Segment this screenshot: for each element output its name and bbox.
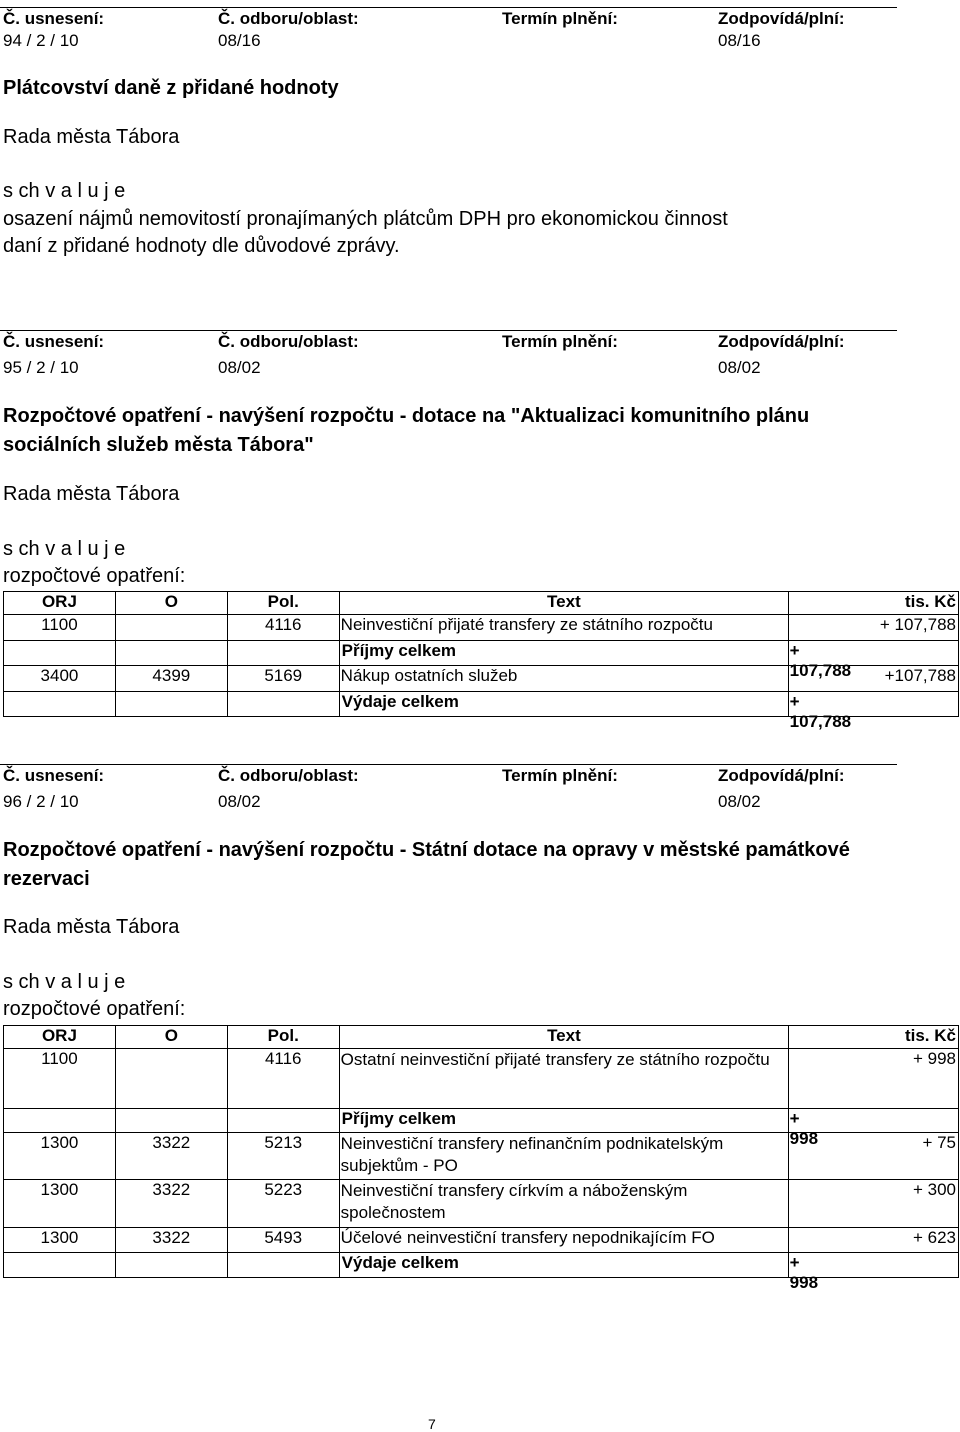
resolution-number: 95 / 2 / 10	[3, 358, 79, 377]
approves-verb: s ch v a l u j e	[3, 180, 126, 202]
resolution-title: Rozpočtové opatření - navýšení rozpočtu - Státní dotace na opravy v městské památkové rezervaci	[3, 839, 850, 890]
cell-o: 3322	[115, 1228, 227, 1253]
sum-cell	[339, 692, 852, 731]
cell-text: Neinvestiční transfery církvím a náboženským společnostem	[339, 1180, 789, 1228]
sum-value: + 998	[789, 1109, 819, 1148]
cell-orj: 1100	[4, 1049, 116, 1109]
header-department: Č. odboru/oblast:	[218, 332, 359, 351]
budget-measure-label: rozpočtové opatření:	[3, 998, 186, 1020]
cell-pol: 5213	[227, 1133, 339, 1180]
approves-verb: s ch v a l u j e	[3, 538, 126, 560]
table-sum-row	[4, 692, 959, 717]
col-header-orj: ORJ	[4, 1026, 116, 1049]
department-code: 08/16	[218, 31, 261, 50]
cell-orj: 3400	[4, 666, 116, 692]
cell-pol: 5169	[227, 666, 339, 692]
sum-label: Příjmy celkem	[341, 641, 457, 660]
header-resolution-no: Č. usnesení:	[3, 9, 105, 28]
responsible-code: 08/02	[718, 792, 761, 811]
approves-verb: s ch v a l u j e	[3, 971, 126, 993]
cell-text: Nákup ostatních služeb	[339, 666, 788, 692]
department-code: 08/02	[218, 358, 261, 377]
sum-value: + 107,788	[789, 692, 852, 731]
cell-text: Neinvestiční transfery nefinančním podnikatelským subjektům - PO	[339, 1133, 789, 1180]
col-header-pol: Pol.	[227, 592, 339, 615]
header-responsible: Zodpovídá/plní:	[718, 766, 845, 785]
resolution-number: 96 / 2 / 10	[3, 792, 79, 811]
council-name: Rada města Tábora	[3, 126, 180, 148]
resolution-text-line2: daní z přidané hodnoty dle důvodové zprávy.	[3, 235, 400, 257]
col-header-text: Text	[339, 592, 788, 615]
header-responsible: Zodpovídá/plní:	[718, 9, 845, 28]
sum-cell	[339, 1109, 819, 1148]
cell-text: Účelové neinvestiční transfery nepodnikajícím FO	[339, 1228, 789, 1253]
cell-amount: +107,788	[789, 666, 959, 692]
council-name: Rada města Tábora	[3, 916, 180, 938]
cell-amount: + 300	[789, 1180, 959, 1228]
table-sum-row	[4, 1253, 959, 1278]
cell-text: Ostatní neinvestiční přijaté transfery ze státního rozpočtu	[339, 1049, 789, 1109]
cell-amount: + 623	[789, 1228, 959, 1253]
cell-text: Neinvestiční přijaté transfery ze státního rozpočtu	[339, 615, 788, 641]
council-name: Rada města Tábora	[3, 483, 180, 505]
cell-o	[115, 615, 227, 641]
budget-table	[3, 591, 959, 731]
cell-orj: 1300	[4, 1133, 116, 1180]
col-header-orj: ORJ	[4, 592, 116, 615]
cell-pol: 5493	[227, 1228, 339, 1253]
col-header-o: O	[115, 592, 227, 615]
table-row	[4, 615, 959, 641]
cell-amount: + 107,788	[789, 615, 959, 641]
table-row	[4, 1228, 959, 1253]
department-code: 08/02	[218, 792, 261, 811]
resolution-number: 94 / 2 / 10	[3, 31, 79, 50]
col-header-o: O	[115, 1026, 227, 1049]
header-rule	[0, 330, 897, 331]
sum-label: Výdaje celkem	[341, 1253, 459, 1272]
header-rule	[0, 764, 897, 765]
resolution-text-line1: osazení nájmů nemovitostí pronajímaných plátcům DPH pro ekonomickou činnost	[3, 208, 728, 230]
cell-orj: 1300	[4, 1228, 116, 1253]
header-deadline: Termín plnění:	[502, 332, 618, 351]
header-resolution-no: Č. usnesení:	[3, 332, 105, 351]
header-deadline: Termín plnění:	[502, 9, 618, 28]
table-row	[4, 1049, 959, 1109]
sum-label: Výdaje celkem	[341, 692, 459, 711]
col-header-amount: tis. Kč	[789, 592, 959, 615]
cell-orj: 1300	[4, 1180, 116, 1228]
header-responsible: Zodpovídá/plní:	[718, 332, 845, 351]
table-sum-row	[4, 641, 959, 666]
cell-pol: 4116	[227, 1049, 339, 1109]
cell-pol: 4116	[227, 615, 339, 641]
budget-measure-label: rozpočtové opatření:	[3, 565, 186, 587]
responsible-code: 08/02	[718, 358, 761, 377]
header-rule	[0, 7, 897, 8]
table-row	[4, 1180, 959, 1228]
header-department: Č. odboru/oblast:	[218, 9, 359, 28]
sum-value: + 998	[789, 1253, 819, 1292]
sum-label: Příjmy celkem	[341, 1109, 457, 1128]
page-number: 7	[428, 1416, 436, 1432]
header-deadline: Termín plnění:	[502, 766, 618, 785]
header-department: Č. odboru/oblast:	[218, 766, 359, 785]
cell-orj: 1100	[4, 615, 116, 641]
budget-table	[3, 1025, 959, 1292]
col-header-amount: tis. Kč	[789, 1026, 959, 1049]
cell-amount: + 75	[789, 1133, 959, 1180]
cell-o: 3322	[115, 1133, 227, 1180]
responsible-code: 08/16	[718, 31, 761, 50]
resolution-title: Plátcovství daně z přidané hodnoty	[3, 77, 339, 99]
header-resolution-no: Č. usnesení:	[3, 766, 105, 785]
cell-o: 3322	[115, 1180, 227, 1228]
cell-amount: + 998	[789, 1049, 959, 1109]
cell-pol: 5223	[227, 1180, 339, 1228]
table-sum-row	[4, 1109, 959, 1133]
col-header-text: Text	[339, 1026, 789, 1049]
sum-cell	[339, 1253, 819, 1292]
sum-value: + 107,788	[789, 641, 852, 680]
resolution-title: Rozpočtové opatření - navýšení rozpočtu - dotace na "Aktualizaci komunitního plánu sociálních služeb města Tábora"	[3, 405, 810, 456]
cell-o	[115, 1049, 227, 1109]
col-header-pol: Pol.	[227, 1026, 339, 1049]
cell-o: 4399	[115, 666, 227, 692]
